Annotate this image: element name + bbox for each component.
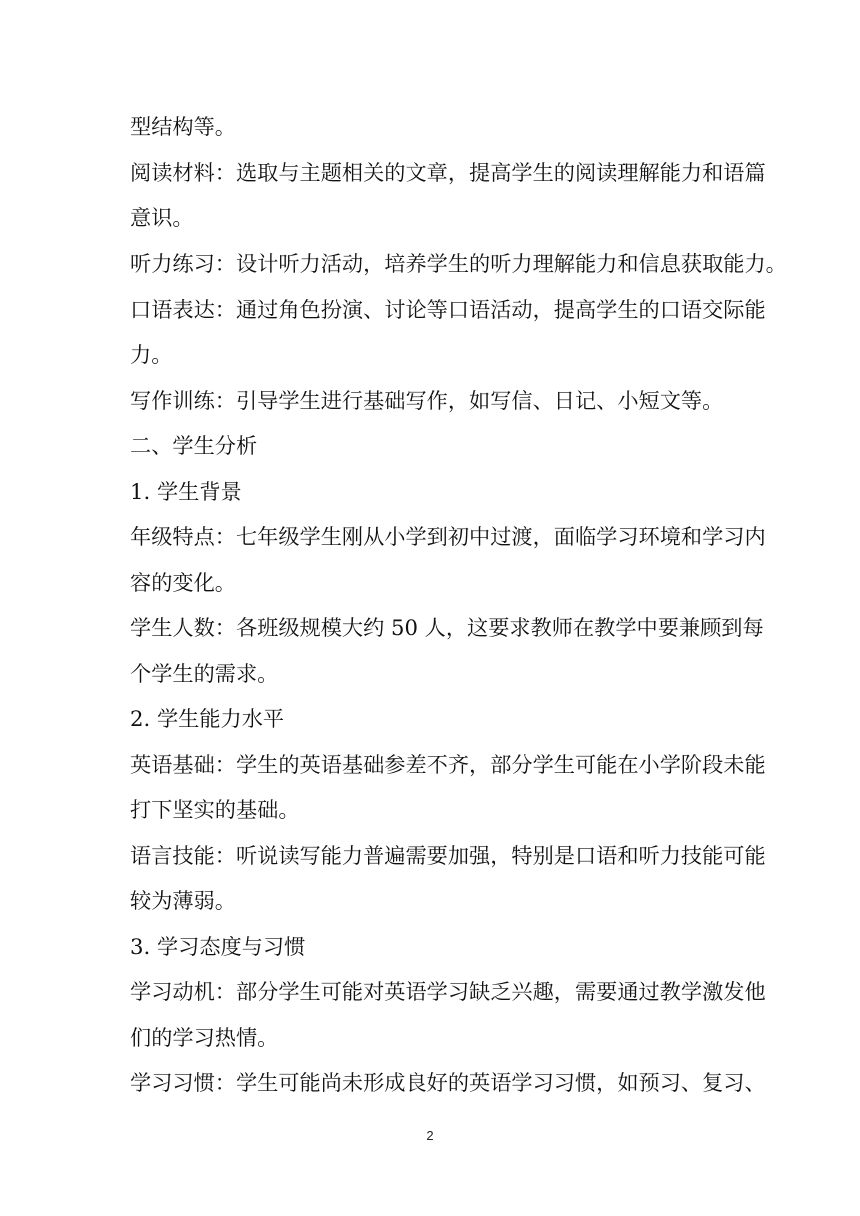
text-line: 意识。 — [130, 205, 194, 230]
text-line: 容的变化。 — [130, 570, 236, 595]
text-line: 型结构等。 — [130, 114, 236, 139]
text-line: 听力练习：设计听力活动，培养学生的听力理解能力和信息获取能力。 — [130, 251, 787, 276]
text-line: 口语表达：通过角色扮演、讨论等口语活动，提高学生的口语交际能 — [130, 297, 766, 322]
text-line: 语言技能：听说读写能力普遍需要加强，特别是口语和听力技能可能 — [130, 843, 766, 868]
text-line: 较为薄弱。 — [130, 888, 236, 913]
text-line: 力。 — [130, 342, 173, 367]
text-line: 打下坚实的基础。 — [130, 797, 300, 822]
subsection-heading: 1. 学生背景 — [130, 479, 242, 504]
text-line: 写作训练：引导学生进行基础写作，如写信、日记、小短文等。 — [130, 388, 724, 413]
text-line: 英语基础：学生的英语基础参差不齐，部分学生可能在小学阶段未能 — [130, 752, 766, 777]
text-line: 学习习惯：学生可能尚未形成良好的英语学习习惯，如预习、复习、 — [130, 1070, 766, 1095]
text-line: 们的学习热情。 — [130, 1025, 279, 1050]
text-line: 学习动机：部分学生可能对英语学习缺乏兴趣，需要通过教学激发他 — [130, 979, 766, 1004]
text-line: 个学生的需求。 — [130, 661, 279, 686]
text-line: 年级特点：七年级学生刚从小学到初中过渡，面临学习环境和学习内 — [130, 524, 766, 549]
page-number: 2 — [426, 1128, 434, 1143]
subsection-heading: 2. 学生能力水平 — [130, 706, 285, 731]
text-line: 学生人数：各班级规模大约 50 人，这要求教师在教学中要兼顾到每 — [130, 615, 764, 640]
subsection-heading: 3. 学习态度与习惯 — [130, 934, 306, 959]
text-line: 阅读材料：选取与主题相关的文章，提高学生的阅读理解能力和语篇 — [130, 160, 766, 185]
section-heading: 二、学生分析 — [130, 433, 258, 458]
